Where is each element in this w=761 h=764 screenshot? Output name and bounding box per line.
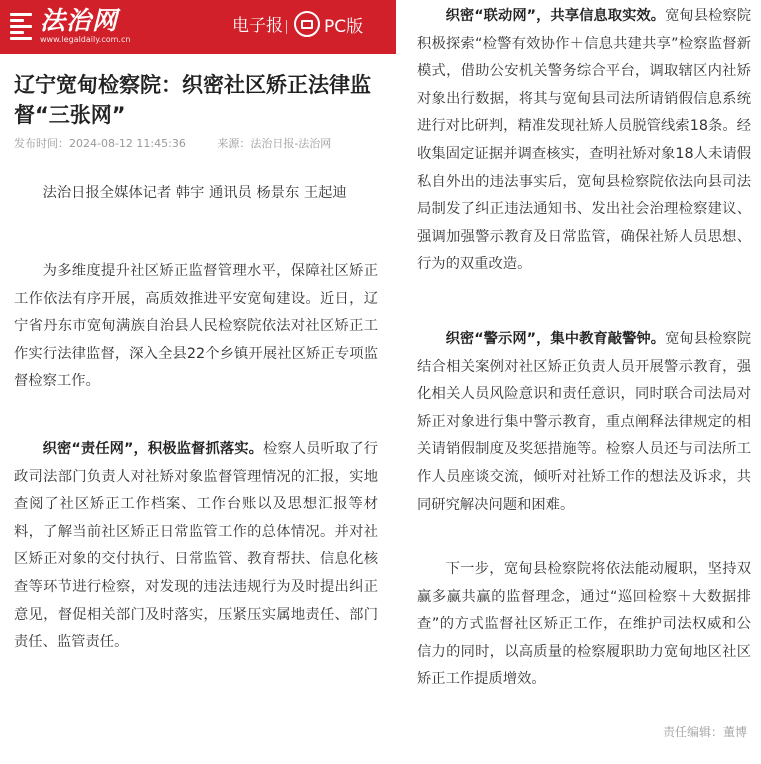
article-title: 辽宁宽甸检察院：织密社区矫正法律监督“三张网” <box>14 73 371 127</box>
intro-paragraph: 为多维度提升社区矫正监督管理水平，保障社区矫正工作依法有序开展，高质效推进平安宽甸建设。近日，辽宁省丹东市宽甸满族自治县人民检察院依法对社区矫正工作实行法律监督，深入全县22个乡镇开展社区矫正专项监督检察工作。 <box>14 263 378 390</box>
monitor-icon <box>294 11 320 37</box>
section-responsibility-heading: 织密“责任网”，积极监督抓落实。 <box>42 441 263 457</box>
header-divider <box>286 20 287 34</box>
section-responsibility-text: 检察人员听取了行政司法部门负责人对社矫对象监督管理情况的汇报，实地查阅了社区矫正工作档案、工作台账以及思想汇报等材料，了解当前社区矫正日常监管工作的总体情况。并对社区矫正对象的交付执行、日常监管、教育帮扶、信息化核查等环节进行检察，对发现的违法违规行为及时提出纠正意见，督促相关部门及时落实，压紧压实属地责任、部门责任、监管责任。 <box>14 441 379 651</box>
section-linkage-heading: 织密“联动网”，共享信息取实效。 <box>445 8 666 24</box>
pc-version-button[interactable] <box>294 11 363 37</box>
closing-paragraph: 下一步，宽甸县检察院将依法能动履职，坚持双赢多赢共赢的监督理念，通过“巡回检察＋大数据排查”的方式监督社区矫正工作，在维护司法权威和公信力的同时，以高质量的检察履职助力宽甸地区社区矫正工作提质增效。 <box>417 561 751 688</box>
section-linkage-text: 宽甸县检察院积极探索“检警有效协作＋信息共建共享”检察监督新模式，借助公安机关警务综合平台，调取辖区内社矫对象出行数据，将其与宽甸县司法所请销假信息系统进行对比研判，精准发现社矫人员脱管线索18条。经收集固定证据并调查核实，查明社矫对象18人未请假私自外出的违法事实后，宽甸县检察院依法向县司法局制发了纠正违法通知书、发出社会治理检察建议、强调加强警示教育及日常监管，确保社矫人员思想、行为的双重改造。 <box>417 8 752 273</box>
section-linkage-paragraph <box>417 3 751 279</box>
article-source: 来源：法治日报-法治网 <box>217 137 332 150</box>
publish-time: 发布时间：2024-08-12 11:45:36 <box>14 137 186 150</box>
logo-url: www.legaldaily.com.cn <box>40 35 131 44</box>
logo-name: 法治网 <box>40 6 119 35</box>
article-meta <box>14 135 347 151</box>
section-warning-text: 宽甸县检察院结合相关案例对社区矫正负责人员开展警示教育，强化相关人员风险意识和责任意识，同时联合司法局对矫正对象进行集中警示教育，重点阐释法律规定的相关请销假制度及奖惩措施等。检察人员还与司法所工作人员座谈交流，倾听对社矫工作的想法及诉求，共同研究解决问题和困难。 <box>417 331 752 513</box>
section-warning-paragraph <box>417 326 751 519</box>
section-responsibility-paragraph <box>14 436 378 657</box>
section-warning-heading: 织密“警示网”，集中教育敲警钟。 <box>445 331 666 347</box>
pc-version-label: PC版 <box>324 16 364 37</box>
logo-emblem-icon <box>10 9 34 43</box>
site-logo[interactable] <box>10 4 130 48</box>
responsible-editor: 责任编辑：董博 <box>662 725 747 739</box>
right-column <box>403 0 761 764</box>
epaper-link[interactable]: 电子报 <box>232 16 283 36</box>
top-bar <box>0 0 396 54</box>
byline: 法治日报全媒体记者 韩宇 通讯员 杨景东 王起迪 <box>42 185 347 201</box>
